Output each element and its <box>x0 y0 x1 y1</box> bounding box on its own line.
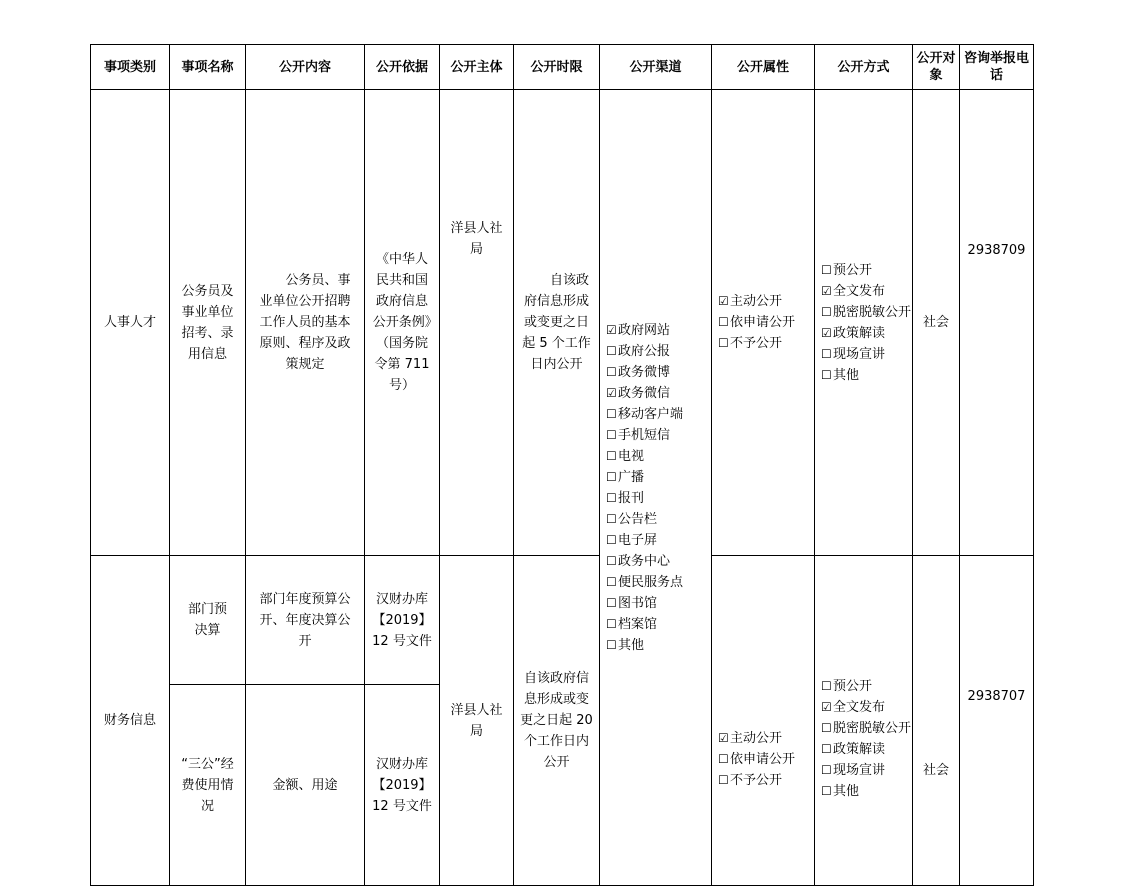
header-basis: 公开依据 <box>365 45 440 90</box>
checkbox-item <box>821 739 908 760</box>
checkbox-item <box>606 383 707 404</box>
checkbox-label: 手机短信 <box>618 427 671 443</box>
checkbox-label: 政府公报 <box>618 343 671 359</box>
checkbox-label: 政务中心 <box>618 553 671 569</box>
checkbox-item <box>606 467 707 488</box>
table-header <box>91 45 1034 90</box>
checkbox-label: 依申请公开 <box>730 315 796 330</box>
header-name: 事项名称 <box>170 45 246 90</box>
checkbox-item <box>606 425 707 446</box>
checkbox-item <box>606 593 707 614</box>
cell-content: 公务员、事业单位公开招聘工作人员的基本原则、程序及政策规定 <box>246 90 365 556</box>
checkbox-item <box>821 260 908 281</box>
checkbox-label: 政府网站 <box>618 322 671 338</box>
checkbox-item <box>606 614 707 635</box>
checkbox-label: 预公开 <box>833 679 873 694</box>
checked-box-icon: ☑ <box>821 283 832 298</box>
unchecked-box-icon: ☐ <box>606 574 617 589</box>
unchecked-box-icon: ☐ <box>718 336 729 350</box>
method-list <box>821 676 912 802</box>
checkbox-label: 档案馆 <box>618 616 658 632</box>
header-phone: 咨询举报电话 <box>960 45 1034 90</box>
cell-basis: 汉财办库【2019】12 号文件 <box>365 556 440 685</box>
checkbox-label: 便民服务点 <box>618 574 684 590</box>
checkbox-label: 脱密脱敏公开 <box>833 304 912 320</box>
checkbox-label: 现场宣讲 <box>833 763 886 778</box>
checkbox-item <box>606 404 707 425</box>
checkbox-item <box>606 446 707 467</box>
checkbox-label: 全文发布 <box>833 700 886 715</box>
cell-content: 金额、用途 <box>246 685 365 886</box>
checkbox-item <box>821 281 908 302</box>
method-list <box>821 260 912 386</box>
checkbox-item <box>821 676 908 697</box>
checkbox-item <box>718 333 810 354</box>
unchecked-box-icon: ☐ <box>606 595 617 610</box>
checkbox-item <box>718 749 810 770</box>
checkbox-item <box>606 320 707 341</box>
checkbox-item <box>606 362 707 383</box>
cell-phone: 2938707 <box>960 556 1034 886</box>
channels-list <box>606 320 707 656</box>
checkbox-label: 全文发布 <box>833 283 886 299</box>
checked-box-icon: ☑ <box>718 731 729 745</box>
disclosure-table <box>90 44 1034 886</box>
checkbox-label: 主动公开 <box>730 731 783 746</box>
cell-content: 部门年度预算公开、年度决算公开 <box>246 556 365 685</box>
header-audience: 公开对象 <box>913 45 960 90</box>
unchecked-box-icon: ☐ <box>606 637 617 652</box>
checkbox-label: 公告栏 <box>618 511 658 527</box>
unchecked-box-icon: ☐ <box>606 406 617 421</box>
checkbox-label: 不予公开 <box>730 336 783 351</box>
checkbox-item <box>606 509 707 530</box>
checkbox-label: 其他 <box>833 367 860 383</box>
cell-name: “三公”经费使用情况 <box>170 685 246 886</box>
cell-basis: 汉财办库【2019】12 号文件 <box>365 685 440 886</box>
unchecked-box-icon: ☐ <box>718 315 729 329</box>
cell-basis: 《中华人民共和国政府信息公开条例》（国务院令第 711 号） <box>365 90 440 556</box>
unchecked-box-icon: ☐ <box>606 616 617 631</box>
checkbox-item <box>821 760 908 781</box>
checkbox-item <box>606 635 707 656</box>
header-attribute: 公开属性 <box>712 45 815 90</box>
checkbox-item <box>606 551 707 572</box>
unchecked-box-icon: ☐ <box>606 448 617 463</box>
cell-subject: 洋县人社局 <box>440 90 514 556</box>
checkbox-item <box>718 291 810 312</box>
checkbox-item <box>821 365 908 386</box>
checkbox-label: 电视 <box>618 448 645 464</box>
cell-attribute <box>712 90 815 556</box>
checkbox-item <box>821 718 912 739</box>
attribute-list <box>718 291 810 354</box>
checkbox-label: 报刊 <box>618 490 645 506</box>
table-row <box>91 556 1034 685</box>
cell-audience: 社会 <box>913 556 960 886</box>
checkbox-item <box>718 770 810 791</box>
unchecked-box-icon: ☐ <box>606 511 617 526</box>
header-channels: 公开渠道 <box>600 45 712 90</box>
table-row <box>91 90 1034 556</box>
header-subject: 公开主体 <box>440 45 514 90</box>
unchecked-box-icon: ☐ <box>718 752 729 766</box>
checkbox-label: 不予公开 <box>730 773 783 788</box>
checkbox-item <box>718 728 810 749</box>
cell-attribute <box>712 556 815 886</box>
header-content: 公开内容 <box>246 45 365 90</box>
checkbox-item <box>821 697 908 718</box>
unchecked-box-icon: ☐ <box>821 784 832 798</box>
unchecked-box-icon: ☐ <box>821 367 832 382</box>
cell-method <box>815 556 913 886</box>
unchecked-box-icon: ☐ <box>606 427 617 442</box>
checkbox-item <box>718 312 810 333</box>
checkbox-label: 其他 <box>618 637 645 653</box>
checkbox-item <box>606 488 707 509</box>
cell-name: 公务员及事业单位招考、录用信息 <box>170 90 246 556</box>
unchecked-box-icon: ☐ <box>606 532 617 547</box>
checkbox-label: 政务微信 <box>618 385 671 401</box>
checkbox-item <box>606 572 707 593</box>
checkbox-label: 脱密脱敏公开 <box>833 721 912 736</box>
checkbox-label: 政务微博 <box>618 364 671 380</box>
header-method: 公开方式 <box>815 45 913 90</box>
cell-category: 人事人才 <box>91 90 170 556</box>
checkbox-label: 移动客户端 <box>618 406 684 422</box>
cell-time-limit: 自该政府信息形成或变更之日起 5 个工作日内公开 <box>514 90 600 556</box>
unchecked-box-icon: ☐ <box>821 679 832 693</box>
checkbox-label: 政策解读 <box>833 742 886 757</box>
unchecked-box-icon: ☐ <box>606 469 617 484</box>
unchecked-box-icon: ☐ <box>821 262 832 277</box>
header-category: 事项类别 <box>91 45 170 90</box>
checkbox-label: 其他 <box>833 784 860 799</box>
unchecked-box-icon: ☐ <box>606 553 617 568</box>
checkbox-item <box>821 302 912 323</box>
header-time-limit: 公开时限 <box>514 45 600 90</box>
unchecked-box-icon: ☐ <box>821 346 832 361</box>
checkbox-label: 图书馆 <box>618 595 658 611</box>
checkbox-item <box>606 530 707 551</box>
checkbox-item <box>821 781 908 802</box>
unchecked-box-icon: ☐ <box>821 742 832 756</box>
cell-audience: 社会 <box>913 90 960 556</box>
cell-channels <box>600 90 712 886</box>
checked-box-icon: ☑ <box>606 322 617 337</box>
checked-box-icon: ☑ <box>606 385 617 400</box>
unchecked-box-icon: ☐ <box>606 490 617 505</box>
unchecked-box-icon: ☐ <box>606 343 617 358</box>
unchecked-box-icon: ☐ <box>821 304 832 319</box>
cell-time-limit: 自该政府信息形成或变更之日起 20 个工作日内公开 <box>514 556 600 886</box>
checkbox-item <box>821 344 908 365</box>
checkbox-label: 预公开 <box>833 262 873 278</box>
cell-method <box>815 90 913 556</box>
checkbox-label: 现场宣讲 <box>833 346 886 362</box>
checkbox-item <box>821 323 908 344</box>
checkbox-item <box>606 341 707 362</box>
checkbox-label: 电子屏 <box>618 532 658 548</box>
attribute-list <box>718 728 810 791</box>
checkbox-label: 政策解读 <box>833 325 886 341</box>
checkbox-label: 依申请公开 <box>730 752 796 767</box>
checked-box-icon: ☑ <box>718 294 729 308</box>
checkbox-label: 广播 <box>618 469 645 485</box>
unchecked-box-icon: ☐ <box>821 721 832 735</box>
cell-category: 财务信息 <box>91 556 170 886</box>
checked-box-icon: ☑ <box>821 700 832 714</box>
unchecked-box-icon: ☐ <box>606 364 617 379</box>
cell-phone: 2938709 <box>960 90 1034 556</box>
unchecked-box-icon: ☐ <box>718 773 729 787</box>
unchecked-box-icon: ☐ <box>821 763 832 777</box>
checked-box-icon: ☑ <box>821 325 832 340</box>
checkbox-label: 主动公开 <box>730 294 783 309</box>
cell-name: 部门预决算 <box>170 556 246 685</box>
cell-subject: 洋县人社局 <box>440 556 514 886</box>
